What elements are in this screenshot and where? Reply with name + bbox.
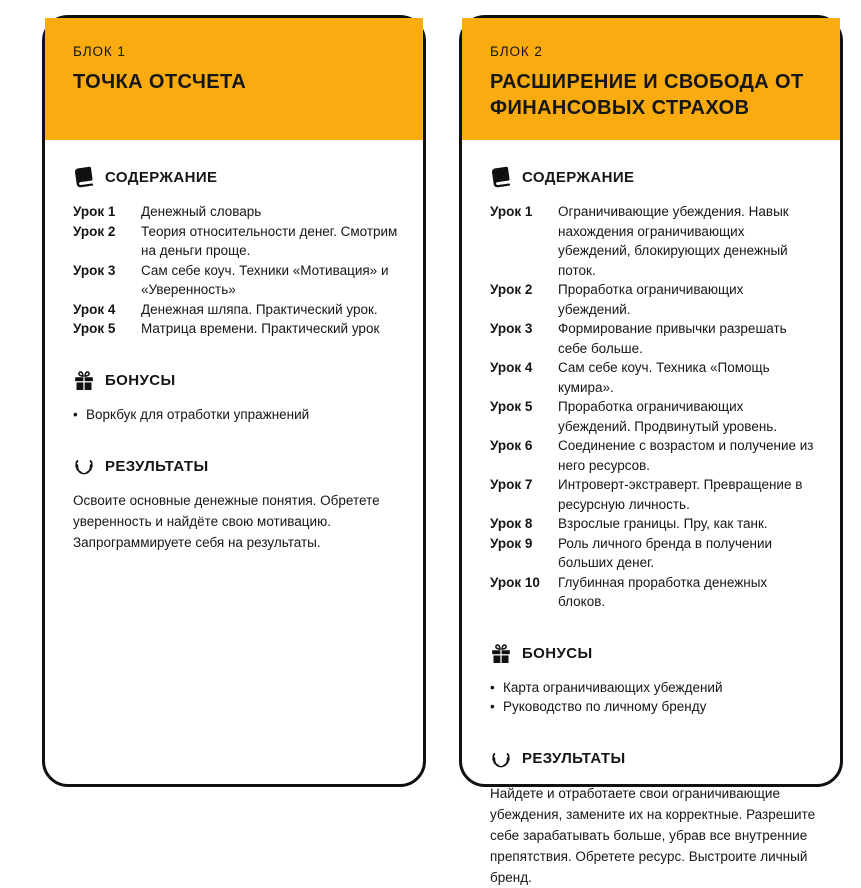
bonus-item: • Карта ограничивающих убеждений: [490, 678, 816, 698]
lesson-title: Соединение с возрастом и получение из него ресурсов.: [558, 438, 814, 473]
lesson-number: Урок 4: [73, 301, 116, 317]
lesson-title: Сам себе коуч. Техники «Мотивация» и «Уверенность»: [141, 262, 389, 297]
bonuses-section-heading: [490, 643, 816, 665]
contents-section-heading: [73, 166, 399, 188]
contents-section-heading: [490, 166, 816, 188]
lesson-number: Урок 1: [490, 204, 533, 219]
lesson-row: [73, 222, 399, 261]
lesson-row: [73, 261, 399, 300]
lesson-number: Урок 3: [490, 321, 533, 336]
book-icon: [490, 166, 512, 188]
card-1-header: [45, 18, 423, 140]
gift-icon: [490, 643, 512, 665]
lesson-row: [490, 358, 816, 397]
lesson-title: Проработка ограничивающих убеждений. Продвинутый уровень.: [558, 399, 778, 434]
lesson-title: Глубинная проработка денежных блоков.: [558, 574, 768, 609]
bonus-list: [490, 678, 816, 717]
lesson-row: [490, 514, 816, 534]
block-card-2: [459, 15, 843, 885]
results-section-heading: [490, 748, 816, 770]
lessons-list: [73, 202, 399, 339]
lesson-row: [490, 202, 816, 280]
bonus-list: [73, 405, 399, 425]
card-title: РАСШИРЕНИЕ И СВОБОДА ОТ ФИНАНСОВЫХ СТРАХОВ: [490, 71, 804, 119]
lesson-title: Ограничивающие убеждения. Навык нахождения ограничивающих убеждений, блокирующих денежный поток.: [558, 204, 789, 278]
lesson-row: [73, 202, 399, 222]
card-title: ТОЧКА ОТСЧЕТА: [73, 71, 247, 93]
lesson-row: [490, 475, 816, 514]
lesson-title: Роль личного бренда в получении больших денег.: [558, 535, 773, 570]
lesson-number: Урок 10: [490, 574, 540, 590]
lesson-title: Формирование привычки разрешать себе больше.: [558, 321, 787, 356]
lesson-row: [73, 300, 399, 320]
lesson-row: [490, 280, 816, 319]
contents-heading-label: СОДЕРЖАНИЕ: [105, 168, 218, 186]
card-2-body: [462, 140, 840, 888]
block-label: БЛОК 1: [73, 44, 126, 59]
book-icon: [73, 166, 95, 188]
card-2-header: [462, 18, 840, 140]
lesson-title: Взрослые границы. Пру, как танк.: [558, 516, 768, 531]
bonuses-section-heading: [73, 370, 399, 392]
laurel-icon: [490, 748, 512, 770]
lesson-title: Денежный словарь: [141, 204, 262, 219]
lesson-title: Матрица времени. Практический урок: [141, 321, 380, 336]
gift-icon: [73, 370, 95, 392]
lesson-title: Денежная шляпа. Практический урок.: [141, 301, 378, 317]
lesson-row: [490, 573, 816, 612]
lesson-number: Урок 3: [73, 262, 116, 278]
lesson-number: Урок 6: [490, 438, 533, 453]
lesson-number: Урок 5: [490, 399, 533, 414]
lesson-number: Урок 4: [490, 360, 533, 375]
lesson-title: Теория относительности денег. Смотрим на деньги проще.: [141, 223, 398, 258]
lesson-number: Урок 2: [490, 282, 533, 297]
lesson-row: [490, 436, 816, 475]
bonus-item: • Руководство по личному бренду: [490, 697, 816, 717]
laurel-icon: [73, 455, 95, 477]
bonuses-heading-label: БОНУСЫ: [522, 645, 593, 662]
results-section-heading: [73, 455, 399, 477]
block-card-1: [42, 15, 426, 787]
lesson-row: [73, 319, 399, 339]
lesson-number: Урок 5: [73, 321, 116, 336]
lesson-title: Сам себе коуч. Техника «Помощь кумира».: [558, 360, 770, 395]
bonus-item: • Воркбук для отработки упражнений: [73, 405, 399, 425]
lesson-number: Урок 2: [73, 223, 116, 239]
lesson-number: Урок 1: [73, 204, 116, 219]
lessons-list: [490, 202, 816, 612]
lesson-row: [490, 319, 816, 358]
lesson-row: [490, 534, 816, 573]
results-text: Найдете и отработаете свои ограничивающие убеждения, замените их на корректные. Разрешите себе зарабатывать больше, убрав все внутренние препятствия. Обретете ресурс. Выстроите личный бренд.: [490, 785, 816, 885]
contents-heading-label: СОДЕРЖАНИЕ: [522, 168, 635, 186]
lesson-title: Проработка ограничивающих убеждений.: [558, 282, 744, 317]
lesson-number: Урок 8: [490, 516, 533, 531]
bonuses-heading-label: БОНУСЫ: [105, 372, 176, 389]
lesson-number: Урок 7: [490, 477, 533, 492]
lesson-number: Урок 9: [490, 535, 533, 551]
results-heading-label: РЕЗУЛЬТАТЫ: [522, 750, 626, 767]
block-label: БЛОК 2: [490, 44, 543, 59]
lesson-title: Интроверт-экстраверт. Превращение в ресурсную личность.: [558, 477, 803, 512]
card-1-body: [45, 140, 423, 553]
results-text: Освоите основные денежные понятия. Обретете уверенность и найдёте свою мотивацию. Запрограммируете себя на результаты.: [73, 493, 380, 550]
results-heading-label: РЕЗУЛЬТАТЫ: [105, 457, 209, 475]
lesson-row: [490, 397, 816, 436]
